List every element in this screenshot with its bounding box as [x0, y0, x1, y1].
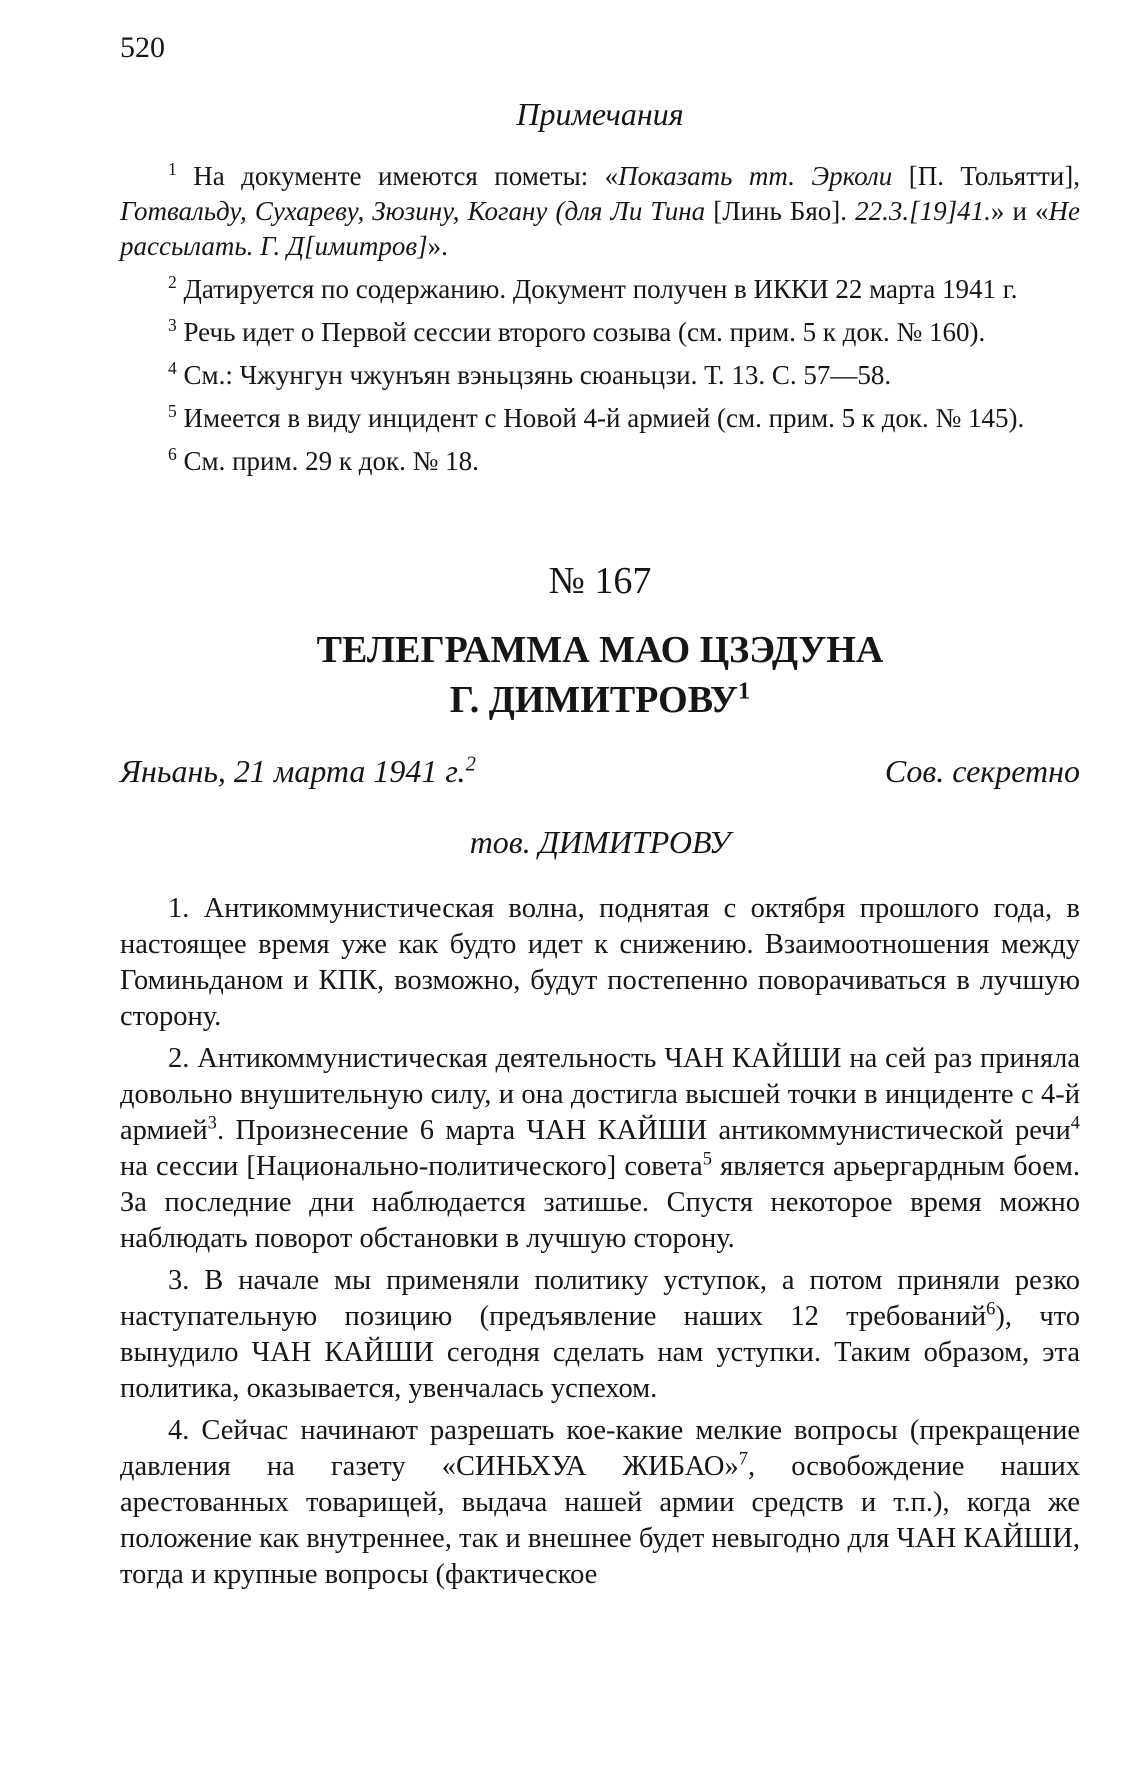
footnote [120, 401, 1080, 436]
footnote-text: Имеется в виду инцидент с Новой 4-й армией (см. прим. 5 к док. № 145). [183, 403, 1025, 433]
footnote-text: » и « [990, 196, 1049, 226]
body-paragraph [120, 1263, 1080, 1407]
addressee: тов. ДИМИТРОВУ [469, 824, 731, 860]
footnote-italic-text: 22.3.[19]41. [855, 196, 991, 226]
footnote-italic-text: Показать тт. Эрколи [618, 161, 893, 191]
notes-heading: Примечания [516, 96, 684, 132]
paragraph-text: 3. В начале мы применяли политику уступок, а потом приняли резко наступательную позицию (предъявление наших 12 требований [120, 1265, 1080, 1332]
paragraph-text: на сессии [Национально-политического] совета [120, 1151, 703, 1182]
footnote-text: См.: Чжунгун чжунъян вэньцзянь сюаньцзи. Т. 13. С. 57—58. [183, 360, 892, 390]
footnote-text: ». [427, 231, 448, 261]
footnote-text: См. прим. 29 к док. № 18. [183, 446, 479, 476]
footnote [120, 272, 1080, 307]
document-meta [120, 753, 1080, 790]
footnote-text: [Линь Бяо]. [705, 196, 856, 226]
footnote-ref: 7 [738, 1448, 748, 1470]
document-body [120, 891, 1080, 1593]
footnote-ref: 4 [1070, 1112, 1080, 1134]
paragraph-text: ), что вынудило ЧАН КАЙШИ сегодня сделать нам уступки. Таким образом, эта политика, оказывается, увенчалась успехом. [120, 1301, 1080, 1404]
title-footnote-ref: 1 [737, 677, 751, 705]
paragraph-text: , освобождение наших арестованных товарищей, выдача нашей армии средств и т.п.), когда же положение как внутреннее, так и внешнее будет невыгодно для ЧАН КАЙШИ, тогда и крупные вопросы (фактическое [120, 1451, 1080, 1590]
title-line-2-text: Г. ДИМИТРОВУ [449, 679, 738, 721]
footnote-ref: 6 [986, 1298, 996, 1320]
footnote-number: 3 [168, 315, 177, 335]
body-paragraph [120, 1041, 1080, 1257]
notes-list [120, 159, 1080, 479]
body-paragraph [120, 1413, 1080, 1593]
footnote-number: 2 [168, 272, 177, 292]
footnote-text: Датируется по содержанию. Документ получен в ИККИ 22 марта 1941 г. [183, 274, 1018, 304]
footnote-number: 6 [168, 444, 177, 464]
title-line-1: ТЕЛЕГРАММА МАО ЦЗЭДУНА [316, 629, 884, 671]
page-number: 520 [120, 31, 165, 64]
title-line-2 [120, 675, 1080, 725]
paragraph-text: 1. Антикоммунистическая волна, поднятая с октября прошлого года, в настоящее время уже как будто идет к снижению. Взаимоотношения между Гоминьданом и КПК, возможно, будут постепенно поворачиваться в лучшую сторону. [120, 893, 1080, 1032]
paragraph-text: 4. Сейчас начинают разрешать кое-какие мелкие вопросы (прекращение давления на газету «СИНЬХУА ЖИБАО» [120, 1415, 1080, 1482]
footnote [120, 358, 1080, 393]
footnote [120, 444, 1080, 479]
footnote [120, 315, 1080, 350]
footnote-ref: 3 [207, 1112, 217, 1134]
classification: Сов. секретно [884, 753, 1080, 789]
footnote-italic-text: Готвальду, Сухареву, Зюзину, Когану (для Ли Тина [120, 196, 706, 226]
footnote-number: 5 [168, 401, 177, 421]
paragraph-text: 2. Антикоммунистическая деятельность ЧАН КАЙШИ на сей раз приняла довольно внушительную силу, и она достигла высшей точки в инциденте с 4-й армией [120, 1043, 1080, 1146]
footnote-text: Речь идет о Первой сессии второго созыва (см. прим. 5 к док. № 160). [183, 317, 986, 347]
book-page [120, 30, 1080, 1599]
footnote-text: На документе имеются пометы: « [193, 161, 619, 191]
footnote-text: [П. Тольятти], [892, 161, 1080, 191]
footnote-number: 4 [168, 358, 177, 378]
place-date-text: Яньань, 21 марта 1941 г. [120, 753, 466, 789]
paragraph-text: . Произнесение 6 марта ЧАН КАЙШИ антикоммунистической речи [216, 1115, 1071, 1146]
footnote-ref: 5 [702, 1148, 712, 1170]
document-number: № 167 [548, 560, 652, 602]
document-title [120, 625, 1080, 725]
footnote-number: 1 [168, 159, 177, 179]
footnote-italic-text: Не рассылать. Г. Д[имитров] [120, 196, 1080, 261]
place-date-footnote-ref: 2 [465, 752, 476, 776]
body-paragraph [120, 891, 1080, 1035]
paragraph-text: является арьергардным боем. За последние дни наблюдается затишье. Спустя некоторое время можно наблюдать поворот обстановки в лучшую сторону. [120, 1151, 1081, 1254]
place-date [120, 753, 476, 790]
footnote [120, 159, 1080, 264]
